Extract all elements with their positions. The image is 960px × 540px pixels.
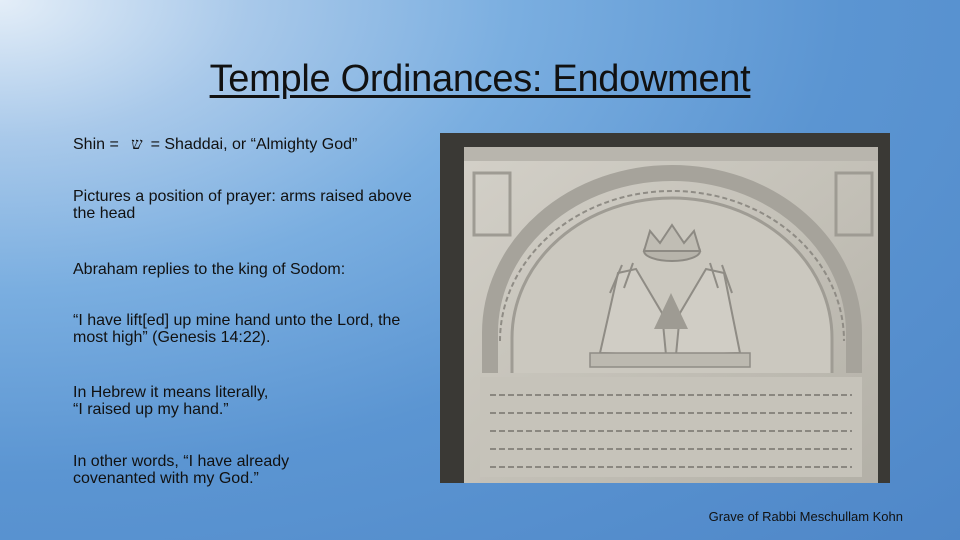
genesis-quote: “I have lift[ed] up mine hand unto the Lord, the most high” (Genesis 14:22).	[73, 312, 401, 346]
abraham-paragraph: Abraham replies to the king of Sodom:	[73, 261, 346, 278]
gravestone-image	[440, 133, 890, 483]
shin-prefix: Shin =	[73, 136, 124, 153]
shin-line	[73, 135, 413, 153]
hebrew-meaning	[73, 384, 413, 418]
hebrew-meaning-line2: “I raised up my hand.”	[73, 401, 229, 418]
hebrew-shin: ש	[131, 134, 143, 153]
slide-title: Temple Ordinances: Endowment	[209, 58, 751, 100]
shin-suffix: = Shaddai, or “Almighty God”	[150, 136, 358, 153]
gravestone-photo	[440, 133, 890, 483]
hebrew-meaning-line1: In Hebrew it means literally,	[73, 384, 269, 401]
prayer-paragraph: Pictures a position of prayer: arms raised above the head	[73, 188, 412, 222]
covenant-line2: covenanted with my God.”	[73, 470, 259, 487]
covenant-line1: In other words, “I have already	[73, 453, 290, 470]
photo-caption: Grave of Rabbi Meschullam Kohn	[708, 509, 903, 524]
covenant-paragraph	[73, 453, 413, 487]
